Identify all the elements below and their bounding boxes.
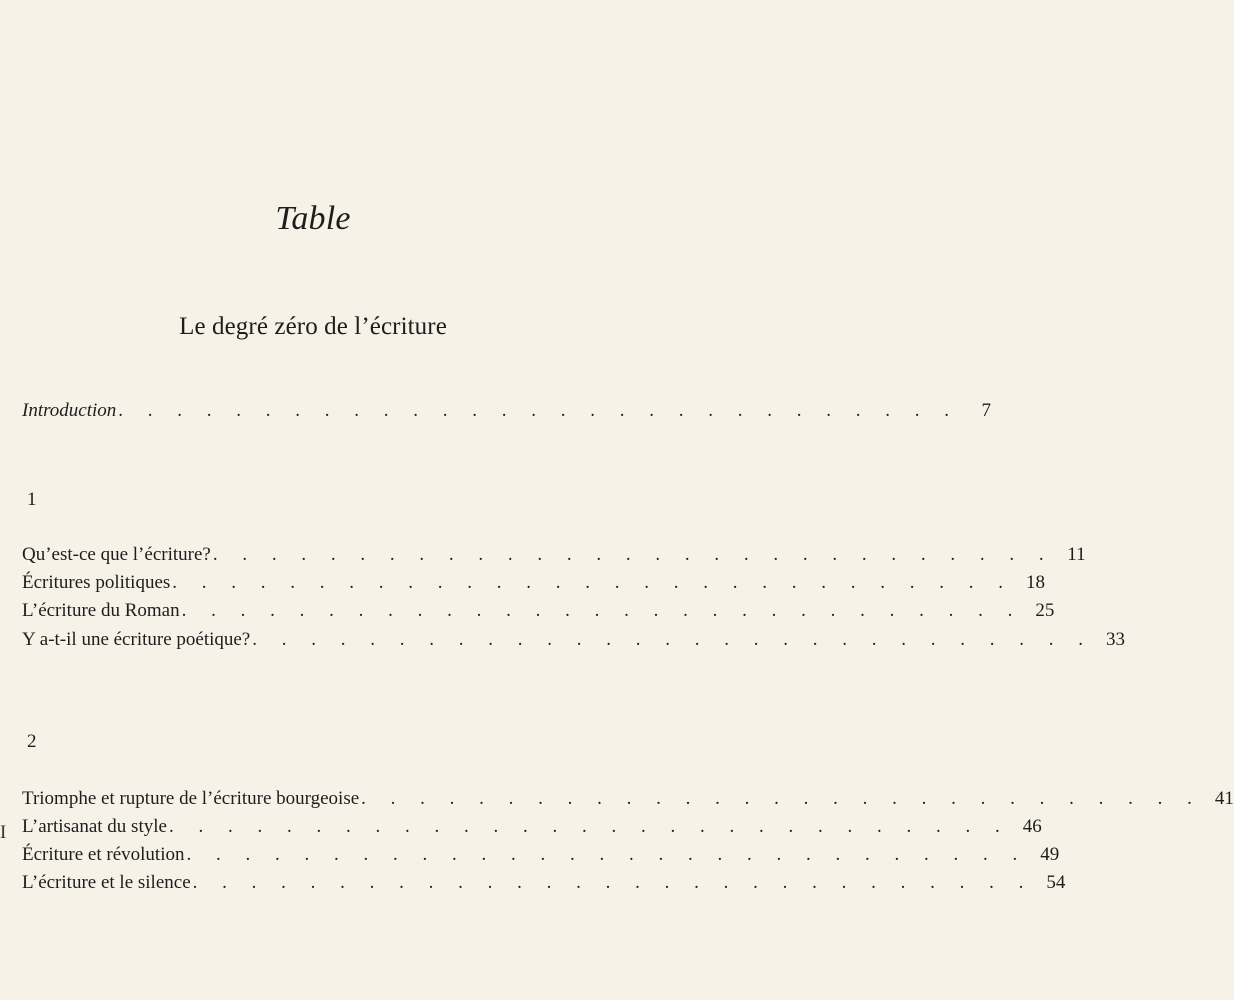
leader-dots: . . . . . . . . . . . . . . . . . . . . . . . . . . . . .	[168, 816, 1010, 837]
section-number: 1	[27, 489, 37, 510]
leader-dots: . . . . . . . . . . . . . . . . . . . . . . . . . . . . .	[212, 544, 1054, 565]
toc-entry[interactable]	[22, 872, 1066, 898]
section-number: 2	[27, 731, 37, 752]
toc-entry-label: L’artisanat du style	[22, 816, 167, 837]
toc-entry-page: 33	[1106, 629, 1125, 650]
toc-entry-label: L’écriture du Roman	[22, 600, 180, 621]
toc-entry-label: L’écriture et le silence	[22, 872, 191, 893]
toc-entry-label: Écritures politiques	[22, 572, 171, 593]
toc-entry[interactable]	[22, 788, 1234, 814]
leader-dots: . . . . . . . . . . . . . . . . . . . . . . . . . . . . .	[186, 844, 1028, 865]
toc-entry-page: 54	[1046, 872, 1066, 893]
leader-dots: . . . . . . . . . . . . . . . . . . . . . . . . . . . . .	[181, 600, 1023, 621]
toc-entry[interactable]	[22, 544, 1086, 570]
book-subtitle: Le degré zéro de l’écriture	[179, 313, 447, 340]
toc-entry-introduction[interactable]	[22, 400, 992, 426]
toc-entry[interactable]	[22, 816, 1042, 842]
toc-entry-label: Y a-t-il une écriture poétique?	[22, 629, 251, 650]
toc-entry-label: Triomphe et rupture de l’écriture bourgeoise	[22, 788, 360, 809]
leader-dots: . . . . . . . . . . . . . . . . . . . . . . . . . . . . .	[252, 629, 1093, 650]
toc-entry[interactable]	[22, 629, 1125, 655]
toc-entry[interactable]	[22, 572, 1046, 598]
leader-dots: . . . . . . . . . . . . . . . . . . . . . . . . . . . . .	[192, 872, 1034, 893]
toc-entry-page: 41	[1214, 788, 1234, 809]
leader-dots: . . . . . . . . . . . . . . . . . . . . . . . . . . . . .	[118, 400, 960, 421]
toc-entry-label: Écriture et révolution	[22, 844, 185, 865]
margin-mark: I	[0, 822, 7, 843]
toc-entry-page: 7	[981, 400, 992, 421]
toc-entry[interactable]	[22, 600, 1055, 626]
toc-entry[interactable]	[22, 844, 1060, 870]
leader-dots: . . . . . . . . . . . . . . . . . . . . . . . . . . . . .	[172, 572, 1014, 593]
toc-entry-page: 49	[1040, 844, 1060, 865]
toc-entry-page: 25	[1035, 600, 1055, 621]
leader-dots: . . . . . . . . . . . . . . . . . . . . . . . . . . . . .	[361, 788, 1202, 809]
page-title: Table	[275, 200, 351, 237]
toc-entry-page: 11	[1067, 544, 1086, 565]
toc-entry-label: Introduction	[22, 400, 117, 421]
toc-entry-page: 18	[1026, 572, 1046, 593]
toc-entry-page: 46	[1022, 816, 1042, 837]
toc-entry-label: Qu’est-ce que l’écriture?	[22, 544, 211, 565]
